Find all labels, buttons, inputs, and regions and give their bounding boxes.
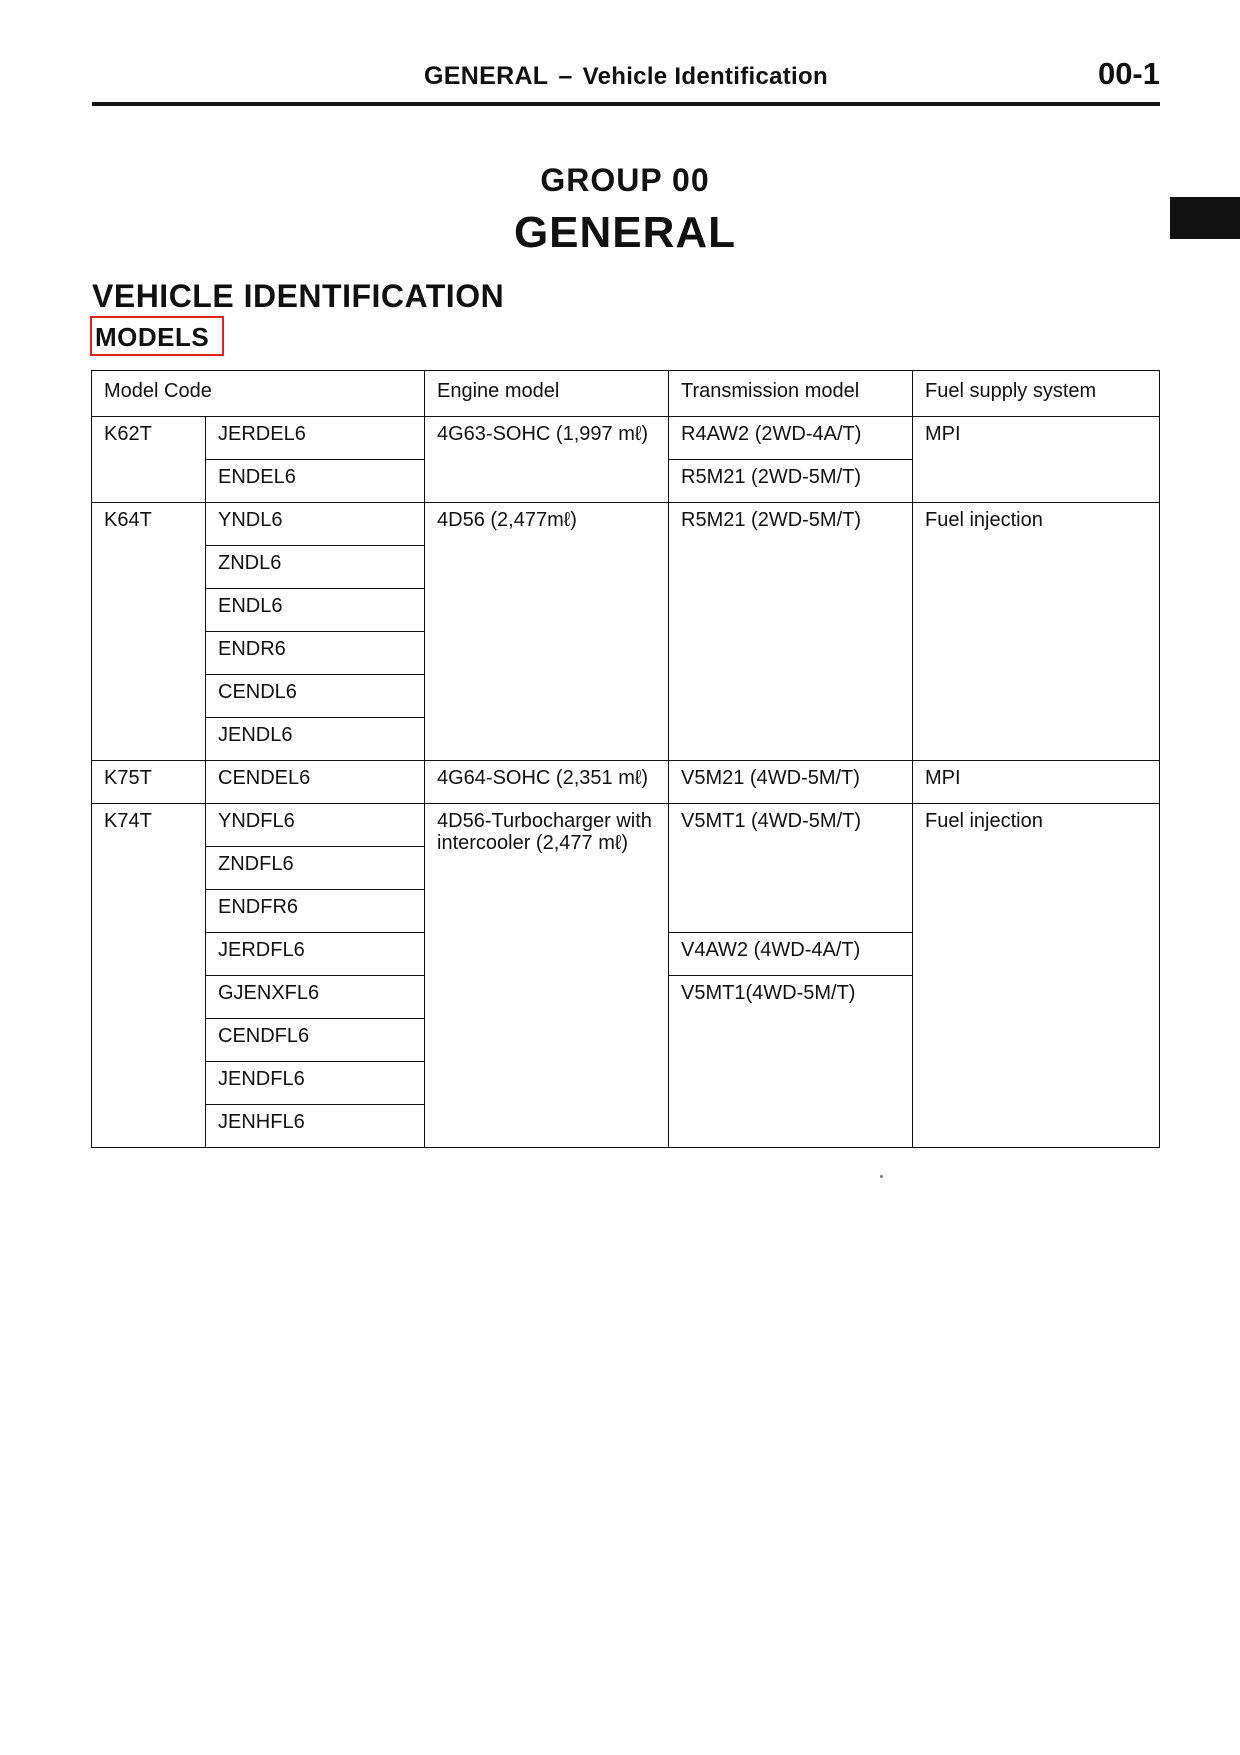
- variant-cell: CENDEL6: [206, 761, 425, 804]
- subsection-heading: MODELS: [90, 316, 224, 356]
- column-header-transmission-model: Transmission model: [669, 371, 913, 417]
- engine-cell: 4D56 (2,477mℓ): [425, 503, 669, 761]
- section-heading: VEHICLE IDENTIFICATION: [92, 278, 505, 314]
- variant-cell: CENDFL6: [206, 1019, 425, 1062]
- header-title: [92, 62, 1160, 91]
- variant-cell: JENDL6: [206, 718, 425, 761]
- fuel-cell: MPI: [913, 761, 1160, 804]
- variant-cell: ZNDL6: [206, 546, 425, 589]
- group-label: GROUP 00: [540, 162, 710, 198]
- variant-cell: YNDL6: [206, 503, 425, 546]
- column-header-engine-model: Engine model: [425, 371, 669, 417]
- transmission-cell: V5MT1(4WD-5M/T): [669, 976, 913, 1148]
- engine-cell: 4G63-SOHC (1,997 mℓ): [425, 417, 669, 503]
- table-row: [92, 761, 1160, 804]
- group-title: GENERAL: [513, 208, 737, 257]
- column-header-fuel-supply-system: Fuel supply system: [913, 371, 1160, 417]
- header-section: GENERAL: [424, 62, 549, 90]
- table-row: [92, 417, 1160, 460]
- variant-cell: CENDL6: [206, 675, 425, 718]
- column-header-model-code: Model Code: [92, 371, 425, 417]
- variant-cell: YNDFL6: [206, 804, 425, 847]
- fuel-cell: Fuel injection: [913, 503, 1160, 761]
- engine-cell: 4G64-SOHC (2,351 mℓ): [425, 761, 669, 804]
- transmission-cell: R4AW2 (2WD-4A/T): [669, 417, 913, 460]
- transmission-cell: R5M21 (2WD-5M/T): [669, 503, 913, 761]
- engine-cell: [425, 804, 669, 1148]
- models-table: [91, 370, 1160, 1148]
- running-header: [92, 56, 1160, 106]
- header-separator: –: [558, 62, 573, 90]
- engine-line: intercooler (2,477 mℓ): [437, 832, 628, 854]
- page-number: 00-1: [1097, 56, 1160, 91]
- model-code-cell: K62T: [92, 417, 206, 503]
- transmission-cell: V4AW2 (4WD-4A/T): [669, 933, 913, 976]
- variant-cell: ENDFR6: [206, 890, 425, 933]
- variant-cell: JENDFL6: [206, 1062, 425, 1105]
- model-code-cell: K74T: [92, 804, 206, 1148]
- fuel-cell: MPI: [913, 417, 1160, 503]
- transmission-cell: V5M21 (4WD-5M/T): [669, 761, 913, 804]
- transmission-cell: V5MT1 (4WD-5M/T): [669, 804, 913, 933]
- scan-speck: [880, 1175, 883, 1178]
- fuel-cell: Fuel injection: [913, 804, 1160, 1148]
- header-subsection: Vehicle Identification: [582, 63, 828, 90]
- engine-line: 4D56-Turbocharger with: [437, 810, 652, 832]
- variant-cell: JENHFL6: [206, 1105, 425, 1148]
- table-row: [92, 503, 1160, 546]
- transmission-cell: R5M21 (2WD-5M/T): [669, 460, 913, 503]
- variant-cell: JERDFL6: [206, 933, 425, 976]
- variant-cell: JERDEL6: [206, 417, 425, 460]
- model-code-cell: K75T: [92, 761, 206, 804]
- variant-cell: ZNDFL6: [206, 847, 425, 890]
- model-code-cell: K64T: [92, 503, 206, 761]
- variant-cell: ENDL6: [206, 589, 425, 632]
- variant-cell: ENDR6: [206, 632, 425, 675]
- table-header-row: [92, 371, 1160, 417]
- variant-cell: GJENXFL6: [206, 976, 425, 1019]
- variant-cell: ENDEL6: [206, 460, 425, 503]
- table-row: [92, 804, 1160, 847]
